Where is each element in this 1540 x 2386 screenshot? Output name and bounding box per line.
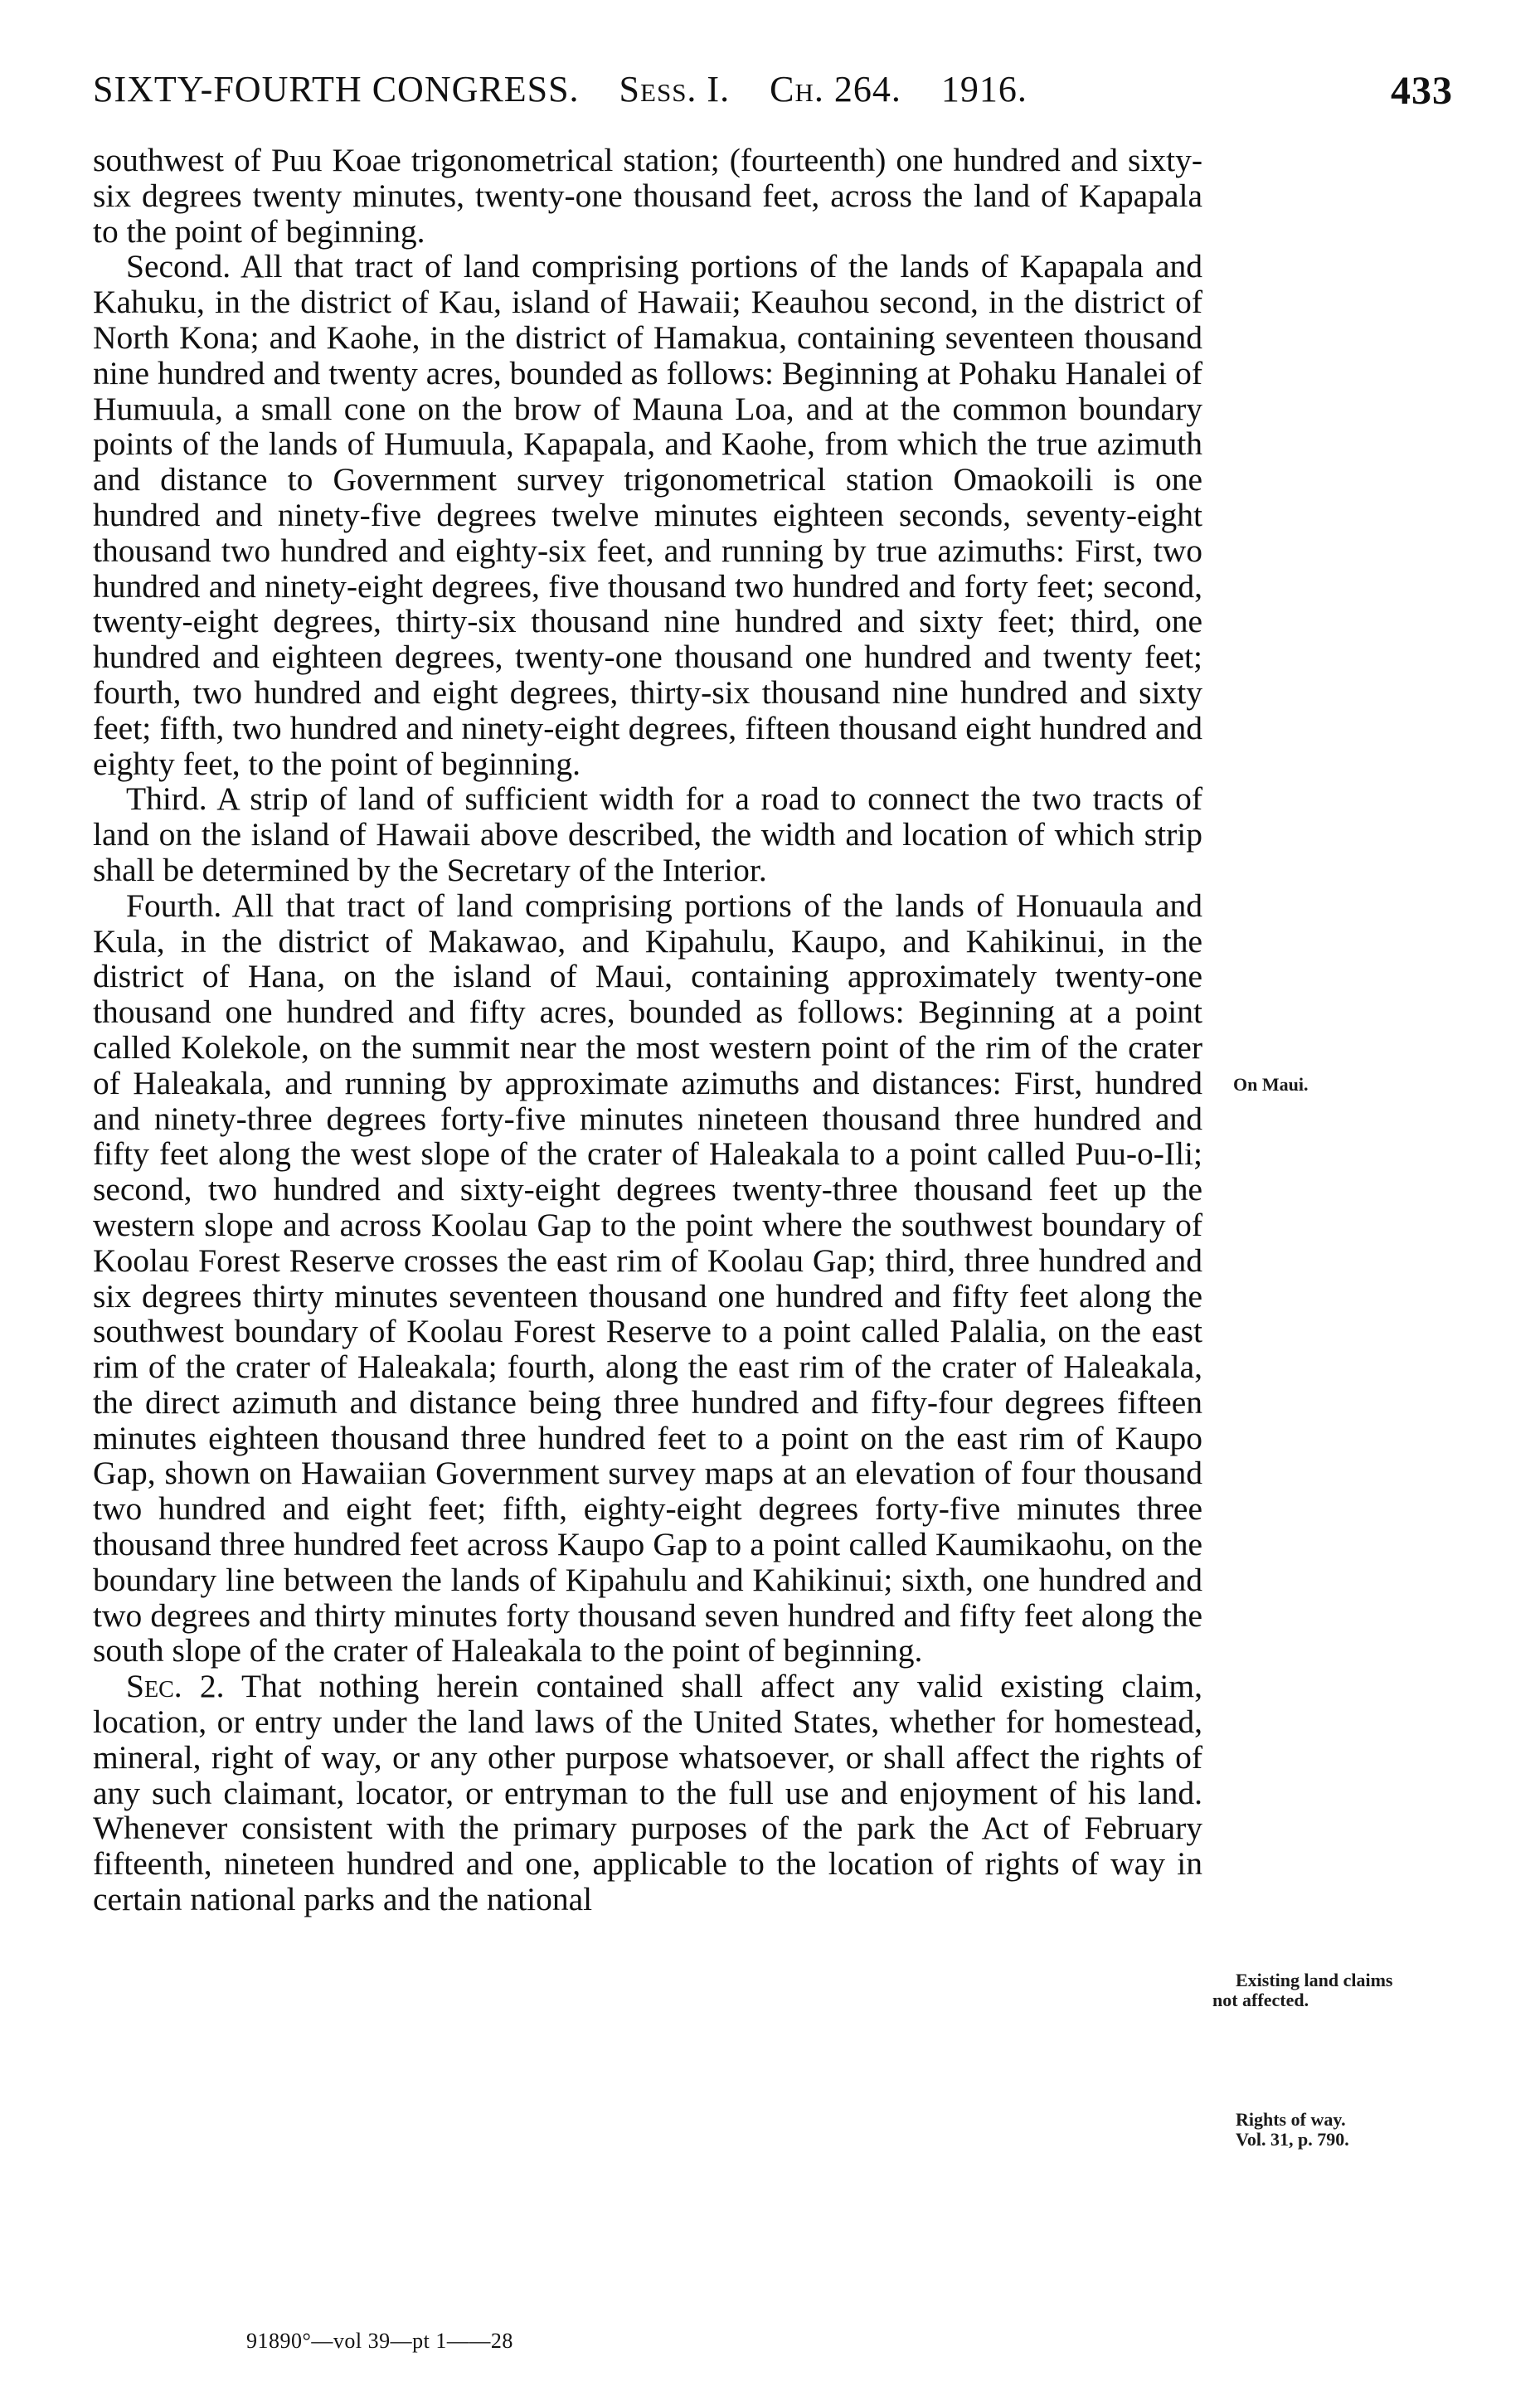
chapter-label: Ch. 264. [770, 69, 901, 109]
body-text [93, 143, 1202, 1917]
running-title: SIXTY-FOURTH CONGRESS. [93, 69, 580, 109]
running-title-group [93, 68, 1027, 110]
paragraph-section-2 [93, 1669, 1202, 1917]
session-label: Sess. I. [619, 69, 731, 109]
year-label: 1916. [940, 69, 1027, 109]
margin-note-line: Vol. 31, p. 790. [1236, 2129, 1349, 2150]
running-head [93, 68, 1453, 118]
margin-note-line: Rights of way. [1236, 2109, 1346, 2130]
margin-note-rights-of-way [1236, 2110, 1418, 2150]
paragraph-second: Second. All that tract of land comprising portions of the lands of Kapapala and Kahuku, in the district of Kau, island of Hawaii; Keauhou second, in the district of North Kona; and Kaohe, in the district of Hamakua, containing seventeen thousand nine hundred and twenty acres, bounded as follows: Beginning at Pohaku Hanalei of Humuula, a small cone on the brow of Mauna Loa, and at the common boundary points of the lands of Humuula, Kapapala, and Kaohe, from which the true azimuth and distance to Government survey trigonometrical station Omaokoili is one hundred and ninety-five degrees twelve minutes eighteen seconds, seventy-eight thousand two hundred and eighty-six feet, and running by true azimuths: First, two hundred and ninety-eight degrees, five thousand two hundred and forty feet; second, twenty-eight degrees, thirty-six thousand nine hundred and sixty feet; third, one hundred and eighteen degrees, twenty-one thousand one hundred and twenty feet; fourth, two hundred and eight degrees, thirty-six thousand nine hundred and sixty feet; fifth, two hundred and ninety-eight degrees, fifteen thousand eight hundred and eighty feet, to the point of beginning. [93, 248, 1202, 782]
margin-note-line: not affected. [1212, 1990, 1309, 2010]
margin-note-line: Existing land claims [1236, 1970, 1393, 1990]
paragraph-continuation: southwest of Puu Koae trigonometrical station; (fourteenth) one hundred and sixty-six degrees twenty minutes, twenty-one thousand feet, across the land of Kapapala to the point of beginning. [93, 142, 1202, 250]
paragraph-fourth: Fourth. All that tract of land comprising portions of the lands of Honuaula and Kula, in the district of Makawao, and Kipahulu, Kaupo, and Kahikinui, in the district of Hana, on the island of Maui, containing approximately twenty-one thousand one hundred and fifty acres, bounded as follows: Beginning at a point called Kolekole, on the summit near the most western point of the rim of the crater of Haleakala, and running by approximate azimuths and distances: First, hundred and ninety-three degrees forty-five minutes nineteen thousand three hundred and fifty feet along the west slope of the crater of Haleakala to a point called Puu-o-Ili; second, two hundred and sixty-eight degrees twenty-three thousand feet up the western slope and across Koolau Gap to the point where the southwest boundary of Koolau Forest Reserve crosses the east rim of Koolau Gap; third, three hundred and six degrees thirty minutes seventeen thousand one hundred and fifty feet along the southwest boundary of Koolau Forest Reserve to a point called Palalia, on the east rim of the crater of Haleakala; fourth, along the east rim of the crater of Haleakala, the direct azimuth and distance being three hundred and fifty-four degrees fifteen minutes eighteen thousand three hundred feet to a point on the east rim of Kaupo Gap, shown on Hawaiian Government survey maps at an elevation of four thousand two hundred and eight feet; fifth, eighty-eight degrees forty-five minutes three thousand three hundred feet across Kaupo Gap to a point called Kaumikaohu, on the boundary line between the lands of Kipahulu and Kahikinui; sixth, one hundred and two degrees and thirty minutes forty thousand seven hundred and fifty feet along the south slope of the crater of Haleakala to the point of beginning. [93, 887, 1202, 1669]
margin-note-existing-claims [1212, 1971, 1461, 2010]
printer-signature: 91890°—vol 39—pt 1——28 [246, 2329, 513, 2353]
paragraph-third: Third. A strip of land of sufficient width for a road to connect the two tracts of land on the island of Hawaii above described, the width and location of which strip shall be determined by the Secretary of the Interior. [93, 780, 1202, 888]
page-number: 433 [1391, 69, 1453, 113]
section-label: Sec. 2. [126, 1668, 225, 1705]
section-text: That nothing herein contained shall affect any valid existing claim, location, or entry under the land laws of the United States, whether for homestead, mineral, right of way, or any other purpose whatsoever, or shall affect the rights of any such claimant, locator, or entryman to the full use and enjoyment of his land. Whenever consistent with the primary purposes of the park the Act of February fifteenth, nineteen hundred and one, applicable to the location of rights of way in certain national parks and the national [93, 1668, 1202, 1918]
margin-note-on-maui: On Maui. [1233, 1074, 1309, 1095]
